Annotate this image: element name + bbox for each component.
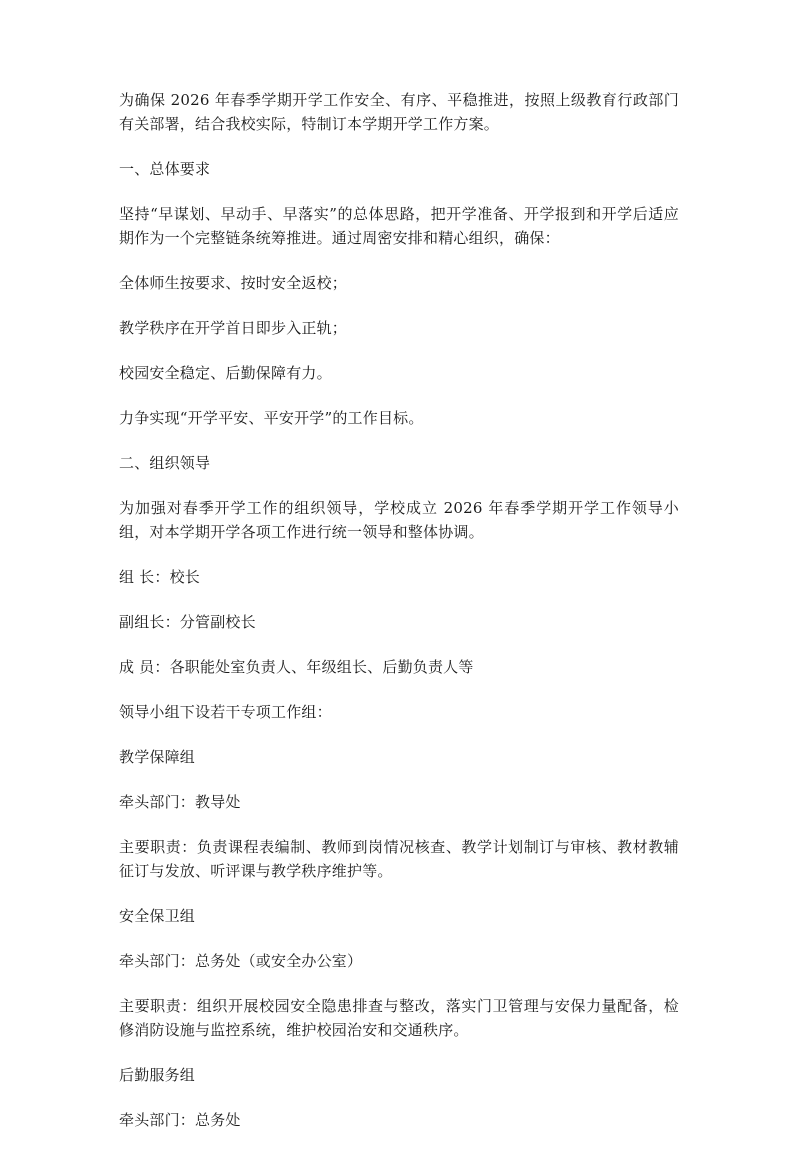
- group-lead-security: 牵头部门：总务处（或安全办公室）: [119, 952, 363, 970]
- document-body: [119, 88, 679, 1153]
- goal-item-teaching-order: 教学秩序在开学首日即步入正轨；: [119, 319, 348, 337]
- deputy-leader-line: 副组长：分管副校长: [119, 613, 256, 631]
- group-duties-teaching: 主要职责：负责课程表编制、教师到岗情况核查、教学计划制订与审核、教材教辅征订与发放、听评课与教学秩序维护等。: [119, 838, 679, 880]
- organization-paragraph: 为加强对春季开学工作的组织领导，学校成立 2026 年春季学期开学工作领导小组，对本学期开学各项工作进行统一领导和整体协调。: [119, 499, 679, 541]
- goal-item-return: 全体师生按要求、按时安全返校；: [119, 274, 348, 292]
- goal-item-safety: 校园安全稳定、后勤保障有力。: [119, 364, 332, 382]
- work-groups-intro: 领导小组下设若干专项工作组：: [119, 703, 332, 721]
- members-line: 成 员：各职能处室负责人、年级组长、后勤负责人等: [119, 658, 474, 676]
- intro-paragraph: 为确保 2026 年春季学期开学工作安全、有序、平稳推进，按照上级教育行政部门有关部署，结合我校实际，特制订本学期开学工作方案。: [119, 91, 679, 133]
- group-lead-logistics: 牵头部门：总务处: [119, 1111, 241, 1129]
- general-requirements-paragraph: 坚持“早谋划、早动手、早落实”的总体思路，把开学准备、开学报到和开学后适应期作为一个完整链条统筹推进。通过周密安排和精心组织，确保：: [119, 205, 679, 247]
- section-heading-organization: 二、组织领导: [119, 454, 211, 472]
- goal-statement: 力争实现“开学平安、平安开学”的工作目标。: [119, 409, 424, 427]
- group-title-security: 安全保卫组: [119, 907, 196, 925]
- group-lead-teaching: 牵头部门：教导处: [119, 793, 241, 811]
- group-title-teaching: 教学保障组: [119, 748, 196, 766]
- group-duties-security: 主要职责：组织开展校园安全隐患排查与整改，落实门卫管理与安保力量配备，检修消防设施与监控系统，维护校园治安和交通秩序。: [119, 997, 679, 1039]
- leader-line: 组 长：校长: [119, 568, 200, 586]
- group-title-logistics: 后勤服务组: [119, 1066, 196, 1084]
- section-heading-general-requirements: 一、总体要求: [119, 160, 211, 178]
